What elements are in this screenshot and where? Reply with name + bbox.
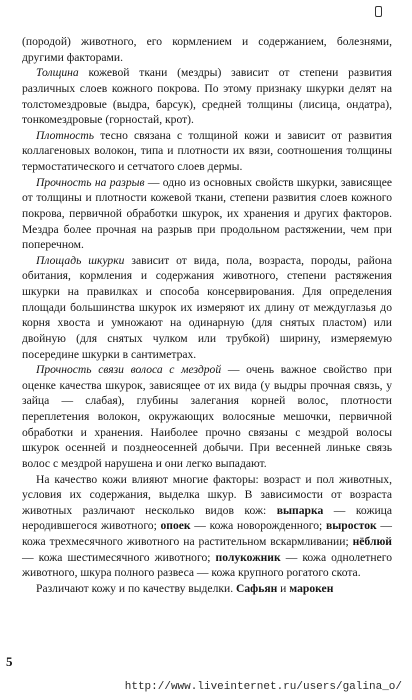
term-italic: Толщина: [36, 66, 79, 80]
paragraph-text: — очень важное свойство при оценке качества шкурок, зависящее от их вида (у выдры прочная связь, у зайца — слабая), глубины залегания корней волос, плотности переплетения волокон, окружающих волосяные мешочки, первичной обработки и хранения. Наиболее прочно связаны с мездрой волосы шкурок осенней и позднеосенней добычи. При весенней линьке связь волос с мездрой нарушена и они легко выпадают.: [22, 363, 392, 470]
paragraph: [22, 65, 392, 128]
paragraph: [22, 472, 392, 581]
paragraph-text: На качество кожи влияют многие факторы: возраст и пол животных, условия их содержания, выделка шкур. В зависимости от возраста животных различают несколько видов кож:: [22, 472, 392, 517]
paragraph: [22, 128, 392, 175]
term-bold: марокен: [289, 581, 334, 595]
corner-mark: [375, 6, 382, 17]
term-italic: Плотность: [36, 128, 95, 142]
term-bold: опоек: [160, 519, 191, 533]
paragraph-text: и: [277, 581, 290, 595]
paragraph: [22, 581, 392, 597]
term-bold: Сафьян: [236, 581, 278, 595]
paragraph-text: Различают кожу и по качеству выделки.: [36, 581, 236, 595]
paragraph-text: тесно связана с толщиной кожи и зависит от развития коллагеновых волокон, типа и плотности их вязи, соотношения толщины термостатического и сетчатого слоев дермы.: [22, 128, 392, 173]
text-column: [22, 34, 392, 597]
page-number: 5: [6, 654, 13, 669]
term-italic: Площадь шкурки: [36, 253, 125, 267]
paragraph: [22, 253, 392, 362]
paragraph-text: — кожа трехмесячного животного на растительном вскармливании;: [22, 519, 392, 548]
paragraph: [22, 362, 392, 471]
term-bold: выросток: [325, 519, 377, 533]
watermark-url: http://www.liveinternet.ru/users/galina_o/: [124, 681, 402, 693]
term-bold: выпарка: [276, 503, 324, 517]
term-bold: полукожник: [215, 550, 281, 564]
paragraph-text: зависит от вида, пола, возраста, породы, района обитания, кормления и содержания животного, степени растяжения шкурки на правилках и способа консервирования. Для определения площади большинства шкурок их измеряют их длину от междуглазья до корня хвоста и умножают на одинарную (для снятых пластом) или двойную (для снятых чулком или трубкой) ширину, измеряемую посередине шкурки в сантиметрах.: [22, 253, 392, 361]
term-bold: нёблюй: [352, 535, 392, 548]
paragraph-text: — кожица неродившегося животного;: [22, 503, 393, 533]
paragraph-text: — кожа новорожденного;: [190, 519, 326, 533]
paragraph-text: — кожа однолетнего животного, шкура полного развеса — кожа крупного рогатого скота.: [22, 550, 392, 580]
paragraph: [22, 175, 392, 253]
paragraph-text: (породой) животного, его кормлением и содержанием, болезнями, другими факторами.: [22, 35, 392, 64]
paragraph-text: кожевой ткани (мездры) зависит от степени развития различных слоев кожного покрова. По этому признаку шкурки делят на толстомездровые (выдра, барсук), средней толщины (лисица, ондатра), тонкомездровые (горностай, крот).: [22, 66, 392, 127]
paragraph-text: — кожа шестимесячного животного;: [22, 550, 216, 564]
term-italic: Прочность связи волоса с мездрой: [36, 363, 222, 377]
paragraph: [22, 34, 392, 65]
paragraph-text: — одно из основных свойств шкурки, зависящее от толщины и плотности кожевой ткани, степени развития слоев кожного покрова, первичной обработки шкурок, их хранения и других факторов. Мездра более прочная на разрыв при продольном растяжении, чем при поперечном.: [22, 175, 392, 252]
term-italic: Прочность на разрыв: [36, 175, 145, 189]
